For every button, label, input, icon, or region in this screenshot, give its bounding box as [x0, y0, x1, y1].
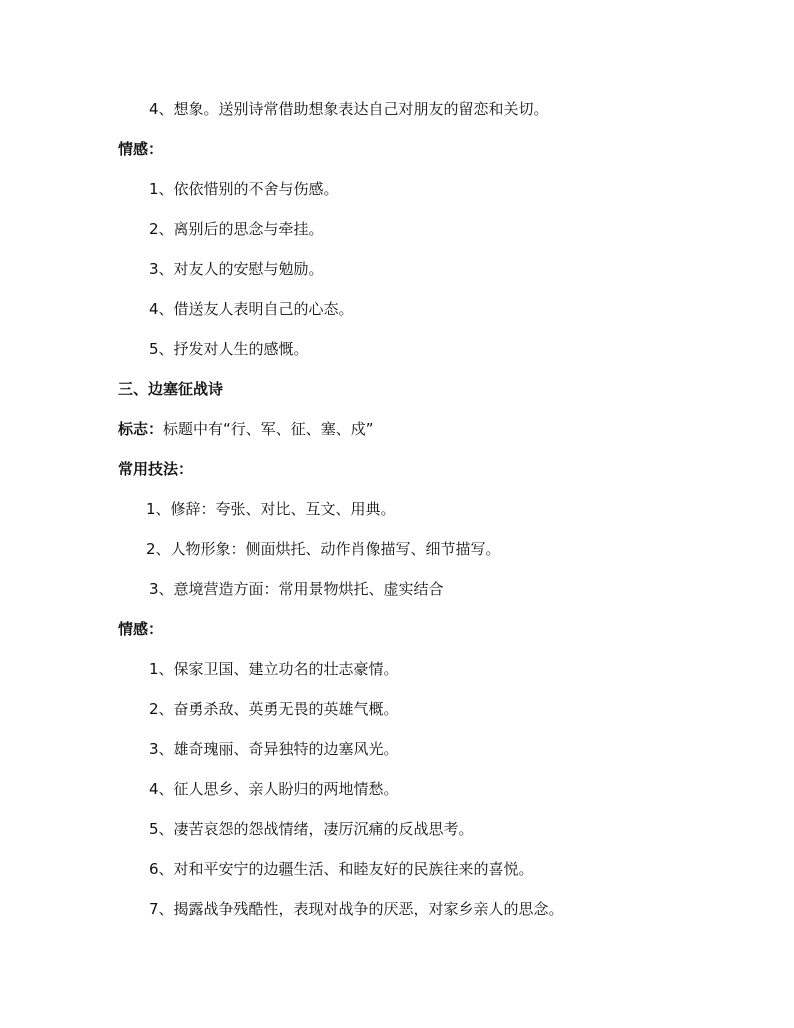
- emotion-heading: 情感：: [118, 140, 164, 158]
- frontier-emotion-item: 1、保家卫国、建立功名的壮志豪情。: [149, 660, 399, 678]
- emotion-item: 2、离别后的思念与牵挂。: [149, 220, 324, 238]
- technique-item: 3、意境营造方面：常用景物烘托、虚实结合: [149, 580, 444, 598]
- technique-item: 2、人物形象：侧面烘托、动作肖像描写、细节描写。: [146, 540, 501, 558]
- frontier-emotion-item: 3、雄奇瑰丽、奇异独特的边塞风光。: [149, 740, 399, 758]
- emotion-heading-2: 情感：: [118, 620, 164, 638]
- section-title: 三、边塞征战诗: [118, 380, 224, 398]
- emotion-item: 1、依依惜别的不舍与伤感。: [149, 180, 339, 198]
- emotion-item: 4、借送友人表明自己的心态。: [149, 300, 354, 318]
- mark-line: [118, 419, 374, 439]
- mark-text: 标题中有“行、军、征、塞、戍”: [163, 420, 374, 438]
- technique-item: 1、修辞：夸张、对比、互文、用典。: [146, 500, 396, 518]
- emotion-item: 3、对友人的安慰与勉励。: [149, 260, 324, 278]
- frontier-emotion-item: 7、揭露战争残酷性，表现对战争的厌恶，对家乡亲人的思念。: [149, 900, 564, 918]
- imagination-item: 4、想象。送别诗常借助想象表达自己对朋友的留恋和关切。: [149, 100, 549, 118]
- techniques-heading: 常用技法：: [118, 460, 194, 478]
- frontier-emotion-item: 4、征人思乡、亲人盼归的两地情愁。: [149, 780, 399, 798]
- emotion-item: 5、抒发对人生的感慨。: [149, 340, 309, 358]
- frontier-emotion-item: 6、对和平安宁的边疆生活、和睦友好的民族往来的喜悦。: [149, 860, 534, 878]
- frontier-emotion-item: 2、奋勇杀敌、英勇无畏的英雄气概。: [149, 700, 399, 718]
- mark-label: 标志：: [118, 420, 164, 438]
- frontier-emotion-item: 5、凄苦哀怨的怨战情绪，凄厉沉痛的反战思考。: [149, 820, 474, 838]
